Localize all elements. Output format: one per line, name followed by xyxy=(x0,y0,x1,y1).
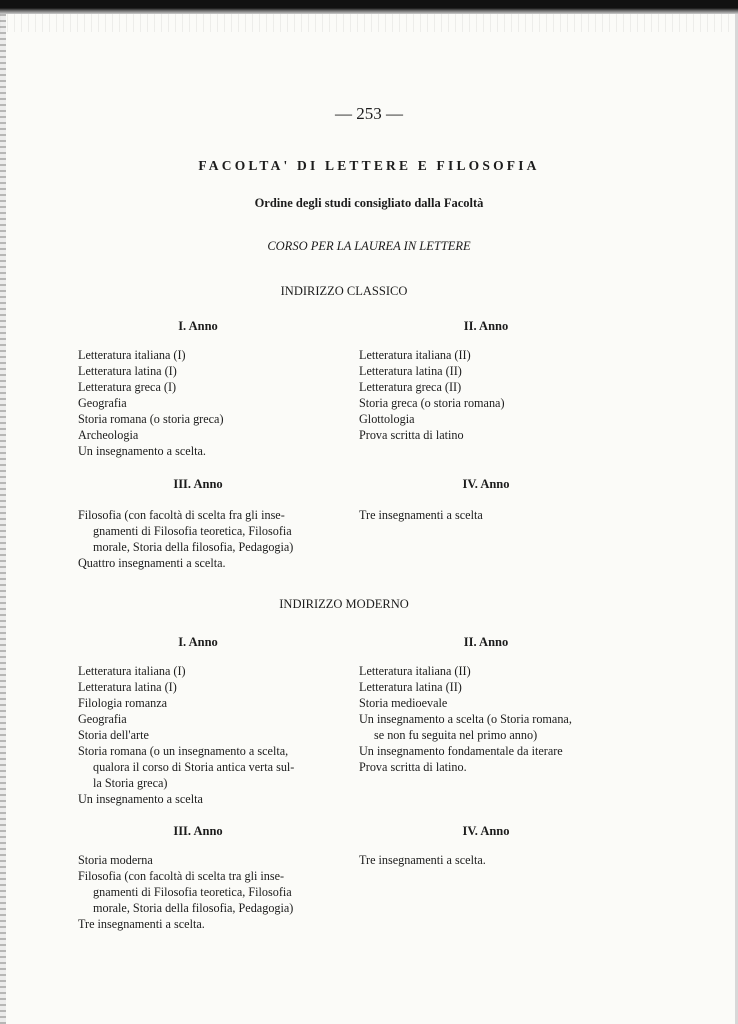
year-heading-moderno-2: II. Anno xyxy=(463,635,509,649)
list-item xyxy=(78,743,340,791)
list-item xyxy=(78,868,340,916)
list-item: Storia dell'arte xyxy=(78,728,149,742)
list-item: Letteratura italiana (II) xyxy=(359,664,471,678)
list-item: Archeologia xyxy=(78,428,139,442)
course-list-moderno-2 xyxy=(359,663,625,775)
list-item: Storia medioevale xyxy=(359,696,448,710)
list-item: Tre insegnamenti a scelta. xyxy=(78,917,205,931)
year-heading-classico-1: I. Anno xyxy=(178,319,218,333)
course-line-continued: gnamenti di Filosofia teoretica, Filosofia xyxy=(93,885,292,899)
course-list-moderno-3 xyxy=(78,852,340,932)
list-item: Letteratura greca (I) xyxy=(78,380,177,394)
list-item: Letteratura latina (II) xyxy=(359,680,462,694)
year-heading-moderno-4: IV. Anno xyxy=(462,824,510,838)
scan-top-edge xyxy=(0,0,738,14)
course-list-moderno-1 xyxy=(78,663,340,807)
list-item: Un insegnamento fondamentale da iterare xyxy=(359,744,563,758)
section-heading-classico: INDIRIZZO CLASSICO xyxy=(280,284,408,298)
list-item: Storia romana (o storia greca) xyxy=(78,412,224,426)
course-line-continued: la Storia greca) xyxy=(93,776,168,790)
list-item: Tre insegnamenti a scelta. xyxy=(359,853,486,867)
year-heading-moderno-1: I. Anno xyxy=(178,635,218,649)
list-item: Filologia romanza xyxy=(78,696,168,710)
year-heading-classico-2: II. Anno xyxy=(463,319,509,333)
list-item: Un insegnamento a scelta. xyxy=(78,444,206,458)
course-line: Storia romana (o un insegnamento a scelta, xyxy=(78,744,289,758)
list-item: Un insegnamento a scelta xyxy=(78,792,203,806)
course-list-classico-4 xyxy=(359,507,625,523)
course-line-continued: morale, Storia della filosofia, Pedagogia) xyxy=(93,540,294,554)
list-item: Geografia xyxy=(78,396,127,410)
list-item: Letteratura latina (II) xyxy=(359,364,462,378)
course-list-classico-2 xyxy=(359,347,625,443)
course-line-continued: se non fu seguita nel primo anno) xyxy=(374,728,538,742)
list-item: Geografia xyxy=(78,712,127,726)
faculty-title: FACOLTA' DI LETTERE E FILOSOFIA xyxy=(198,158,540,173)
list-item: Tre insegnamenti a scelta xyxy=(359,508,483,522)
course-line-continued: morale, Storia della filosofia, Pedagogia) xyxy=(93,901,294,915)
course-line-continued: gnamenti di Filosofia teoretica, Filosofia xyxy=(93,524,292,538)
list-item: Prova scritta di latino. xyxy=(359,760,467,774)
scan-top-speckle xyxy=(0,14,738,32)
list-item: Letteratura italiana (I) xyxy=(78,664,186,678)
list-item: Letteratura latina (I) xyxy=(78,364,177,378)
list-item xyxy=(359,711,625,743)
list-item: Glottologia xyxy=(359,412,415,426)
course-line-continued: qualora il corso di Storia antica verta sul- xyxy=(93,760,295,774)
list-item: Letteratura greca (II) xyxy=(359,380,462,394)
list-item: Letteratura italiana (I) xyxy=(78,348,186,362)
page-number: — 253 — xyxy=(335,104,403,123)
section-heading-moderno: INDIRIZZO MODERNO xyxy=(279,597,409,611)
year-heading-classico-3: III. Anno xyxy=(173,477,223,491)
course-line: Filosofia (con facoltà di scelta tra gli inse- xyxy=(78,869,285,883)
course-list-classico-3 xyxy=(78,507,340,571)
list-item: Letteratura latina (I) xyxy=(78,680,177,694)
degree-course-title: CORSO PER LA LAUREA IN LETTERE xyxy=(267,239,471,253)
study-order-subtitle: Ordine degli studi consigliato dalla Facoltà xyxy=(254,196,484,210)
course-line: Filosofia (con facoltà di scelta fra gli inse- xyxy=(78,508,285,522)
list-item xyxy=(78,507,340,555)
course-list-moderno-4 xyxy=(359,852,625,868)
year-heading-moderno-3: III. Anno xyxy=(173,824,223,838)
list-item: Prova scritta di latino xyxy=(359,428,464,442)
list-item: Quattro insegnamenti a scelta. xyxy=(78,556,226,570)
course-list-classico-1 xyxy=(78,347,340,459)
year-heading-classico-4: IV. Anno xyxy=(462,477,510,491)
course-line: Un insegnamento a scelta (o Storia romana, xyxy=(359,712,572,726)
list-item: Storia moderna xyxy=(78,853,153,867)
list-item: Letteratura italiana (II) xyxy=(359,348,471,362)
list-item: Storia greca (o storia romana) xyxy=(359,396,505,410)
